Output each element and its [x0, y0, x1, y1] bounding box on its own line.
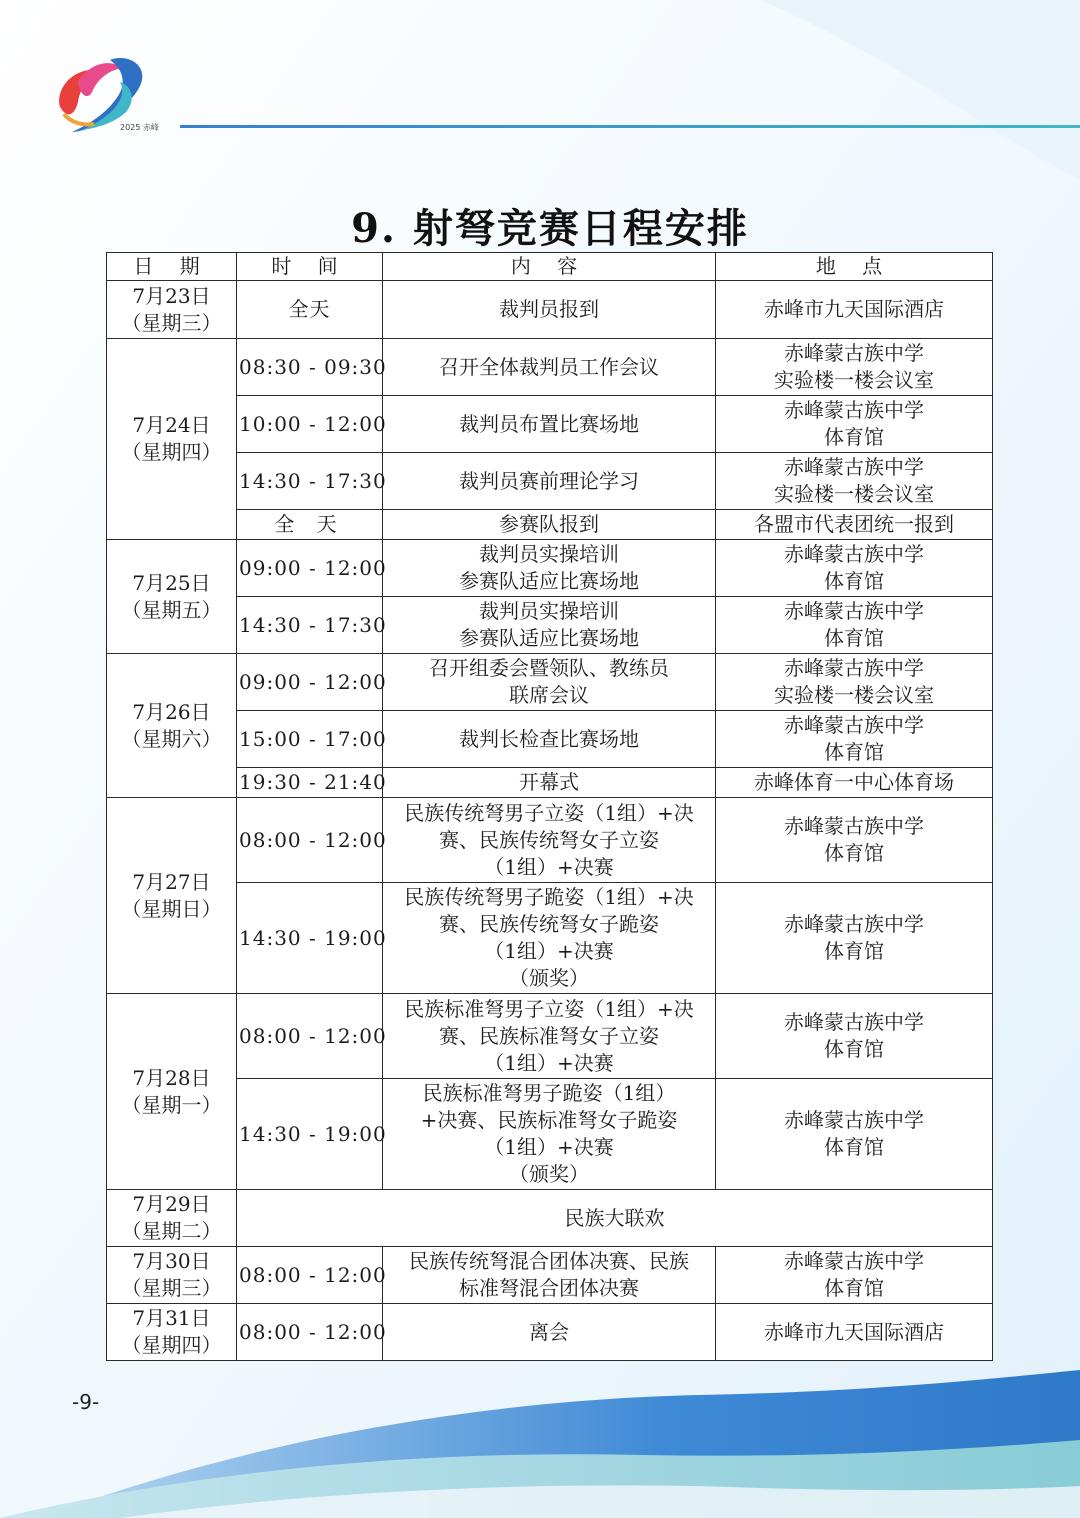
- schedule-table: [106, 252, 993, 1361]
- table-row: [107, 768, 993, 798]
- time-cell: 15:00 - 17:00: [237, 711, 383, 768]
- content-cell: 裁判长检查比赛场地: [383, 711, 716, 768]
- header-venue: 地 点: [716, 253, 993, 281]
- venue-cell: 赤峰蒙古族中学 体育馆: [716, 597, 993, 654]
- table-row: [107, 540, 993, 597]
- date-cell: 7月24日 （星期四）: [107, 339, 237, 540]
- content-cell: 民族标准弩男子立姿（1组）+决 赛、民族标准弩女子立姿 （1组）+决赛: [383, 994, 716, 1079]
- table-row: [107, 281, 993, 339]
- table-row: [107, 1079, 993, 1190]
- time-cell: 14:30 - 17:30: [237, 597, 383, 654]
- date-cell: 7月27日 （星期日）: [107, 798, 237, 994]
- table-row: [107, 1247, 993, 1304]
- table-row: [107, 396, 993, 453]
- logo-year-text: 2025 赤峰: [120, 123, 159, 132]
- content-cell: 召开组委会暨领队、教练员 联席会议: [383, 654, 716, 711]
- page-title: 9. 射弩竞赛日程安排: [351, 204, 749, 252]
- venue-cell: 赤峰蒙古族中学 体育馆: [716, 798, 993, 883]
- page-number: -9-: [72, 1390, 100, 1414]
- content-cell: 参赛队报到: [383, 510, 716, 540]
- table-row: [107, 1190, 993, 1247]
- content-cell: 民族传统弩男子跪姿（1组）+决 赛、民族传统弩女子跪姿 （1组）+决赛 （颁奖）: [383, 883, 716, 994]
- table-row: [107, 711, 993, 768]
- header-content: 内 容: [383, 253, 716, 281]
- venue-cell: 赤峰体育一中心体育场: [716, 768, 993, 798]
- time-cell: 全 天: [237, 510, 383, 540]
- table-row: [107, 654, 993, 711]
- table-row: [107, 798, 993, 883]
- date-cell: 7月30日 （星期三）: [107, 1247, 237, 1304]
- table-row: [107, 453, 993, 510]
- date-cell: 7月25日 （星期五）: [107, 540, 237, 654]
- venue-cell: 赤峰蒙古族中学 实验楼一楼会议室: [716, 453, 993, 510]
- content-cell: 召开全体裁判员工作会议: [383, 339, 716, 396]
- content-cell: 裁判员赛前理论学习: [383, 453, 716, 510]
- content-cell: 民族传统弩男子立姿（1组）+决 赛、民族传统弩女子立姿 （1组）+决赛: [383, 798, 716, 883]
- content-cell: 裁判员实操培训 参赛队适应比赛场地: [383, 597, 716, 654]
- venue-cell: 赤峰蒙古族中学 体育馆: [716, 994, 993, 1079]
- table-row: [107, 883, 993, 994]
- content-cell: 开幕式: [383, 768, 716, 798]
- venue-cell: 赤峰蒙古族中学 实验楼一楼会议室: [716, 339, 993, 396]
- time-cell: 08:00 - 12:00: [237, 994, 383, 1079]
- venue-cell: 赤峰市九天国际酒店: [716, 1304, 993, 1361]
- time-cell: 14:30 - 19:00: [237, 883, 383, 994]
- time-cell: 14:30 - 19:00: [237, 1079, 383, 1190]
- time-cell: 10:00 - 12:00: [237, 396, 383, 453]
- table-row: [107, 339, 993, 396]
- venue-cell: 赤峰市九天国际酒店: [716, 281, 993, 339]
- time-cell: 08:30 - 09:30: [237, 339, 383, 396]
- time-cell: 09:00 - 12:00: [237, 540, 383, 597]
- date-cell: 7月26日 （星期六）: [107, 654, 237, 798]
- time-cell: 08:00 - 12:00: [237, 1304, 383, 1361]
- header-time: 时 间: [237, 253, 383, 281]
- content-cell: 民族传统弩混合团体决赛、民族 标准弩混合团体决赛: [383, 1247, 716, 1304]
- time-cell: 08:00 - 12:00: [237, 798, 383, 883]
- venue-cell: 赤峰蒙古族中学 体育馆: [716, 1247, 993, 1304]
- table-header-row: [107, 253, 993, 281]
- venue-cell: 赤峰蒙古族中学 实验楼一楼会议室: [716, 654, 993, 711]
- venue-cell: 各盟市代表团统一报到: [716, 510, 993, 540]
- date-cell: 7月31日 （星期四）: [107, 1304, 237, 1361]
- venue-cell: 赤峰蒙古族中学 体育馆: [716, 1079, 993, 1190]
- table-row: [107, 1304, 993, 1361]
- content-cell: 裁判员布置比赛场地: [383, 396, 716, 453]
- merged-event-cell: 民族大联欢: [237, 1190, 993, 1247]
- time-cell: 14:30 - 17:30: [237, 453, 383, 510]
- content-cell: 离会: [383, 1304, 716, 1361]
- venue-cell: 赤峰蒙古族中学 体育馆: [716, 883, 993, 994]
- content-cell: 裁判员实操培训 参赛队适应比赛场地: [383, 540, 716, 597]
- date-cell: 7月23日 （星期三）: [107, 281, 237, 339]
- time-cell: 08:00 - 12:00: [237, 1247, 383, 1304]
- time-cell: 09:00 - 12:00: [237, 654, 383, 711]
- venue-cell: 赤峰蒙古族中学 体育馆: [716, 396, 993, 453]
- time-cell: 19:30 - 21:40: [237, 768, 383, 798]
- date-cell: 7月29日 （星期二）: [107, 1190, 237, 1247]
- header-date: 日 期: [107, 253, 237, 281]
- content-cell: 裁判员报到: [383, 281, 716, 339]
- table-row: [107, 510, 993, 540]
- table-row: [107, 597, 993, 654]
- time-cell: 全天: [237, 281, 383, 339]
- venue-cell: 赤峰蒙古族中学 体育馆: [716, 711, 993, 768]
- header-divider: [180, 125, 1080, 128]
- venue-cell: 赤峰蒙古族中学 体育馆: [716, 540, 993, 597]
- table-row: [107, 994, 993, 1079]
- date-cell: 7月28日 （星期一）: [107, 994, 237, 1190]
- content-cell: 民族标准弩男子跪姿（1组） +决赛、民族标准弩女子跪姿 （1组）+决赛 （颁奖）: [383, 1079, 716, 1190]
